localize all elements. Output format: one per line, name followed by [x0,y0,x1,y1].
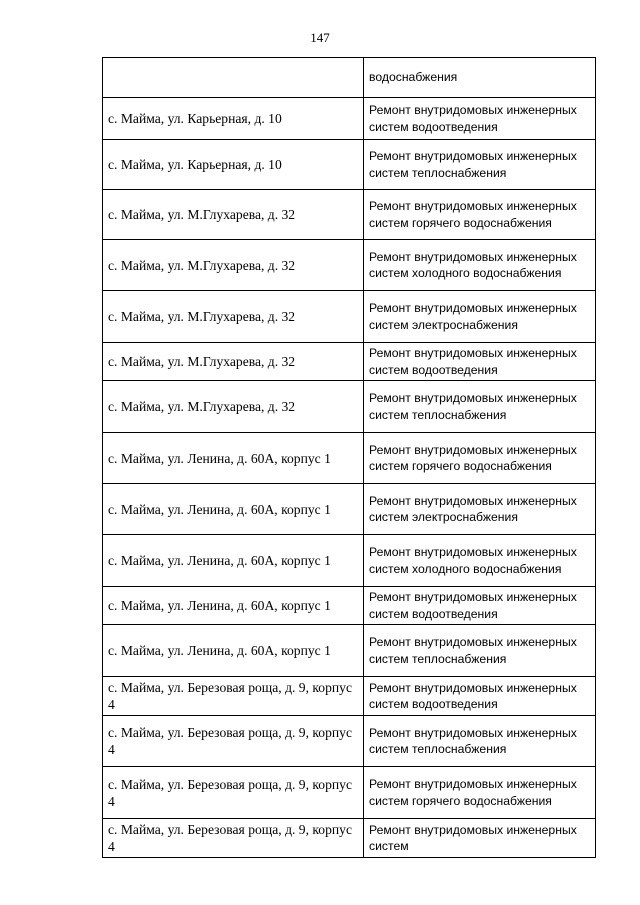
table-row [103,291,596,343]
address-cell: с. Майма, ул. Березовая роща, д. 9, корпус 4 [103,677,364,716]
table-row [103,140,596,190]
work-cell [364,677,596,716]
work-cell [364,819,596,858]
page-number: 147 [310,30,330,45]
table-row [103,819,596,858]
work-text: Ремонт внутридомовых инженерных систем водоотведения [369,680,577,711]
work-cell [364,343,596,381]
address-cell: с. Майма, ул. Ленина, д. 60А, корпус 1 [103,625,364,677]
address-cell: с. Майма, ул. М.Глухарева, д. 32 [103,291,364,343]
work-text: Ремонт внутридомовых инженерных систем водоотведения [369,346,577,377]
work-text: Ремонт внутридомовых инженерных систем теплоснабжения [369,725,577,756]
address-cell: с. Майма, ул. М.Глухарева, д. 32 [103,190,364,240]
work-cell [364,716,596,767]
address-cell: с. Майма, ул. Березовая роща, д. 9, корпус 4 [103,767,364,819]
work-text: Ремонт внутридомовых инженерных систем электроснабжения [369,301,577,332]
work-text: Ремонт внутридомовых инженерных систем водоотведения [369,103,577,134]
table-row [103,535,596,587]
table-row [103,587,596,625]
table-row [103,58,596,98]
table-row [103,433,596,484]
work-text: Ремонт внутридомовых инженерных систем горячего водоснабжения [369,199,577,230]
address-cell: с. Майма, ул. М.Глухарева, д. 32 [103,240,364,291]
table-row [103,343,596,381]
address-cell: с. Майма, ул. Ленина, д. 60А, корпус 1 [103,433,364,484]
table-row [103,484,596,535]
address-cell: с. Майма, ул. Березовая роща, д. 9, корпус 4 [103,819,364,858]
work-text: Ремонт внутридомовых инженерных систем [369,822,577,853]
work-text: Ремонт внутридомовых инженерных систем холодного водоснабжения [369,545,577,576]
address-cell: с. Майма, ул. Березовая роща, д. 9, корпус 4 [103,716,364,767]
work-cell [364,240,596,291]
work-cell [364,767,596,819]
table-row [103,677,596,716]
table-row [103,625,596,677]
work-text: Ремонт внутридомовых инженерных систем теплоснабжения [369,391,577,422]
table-row [103,240,596,291]
work-cell [364,98,596,140]
work-cell [364,625,596,677]
table-row [103,190,596,240]
table-row [103,381,596,433]
work-text: Ремонт внутридомовых инженерных систем горячего водоснабжения [369,442,577,473]
address-cell: с. Майма, ул. М.Глухарева, д. 32 [103,343,364,381]
work-cell [364,58,596,98]
table-row [103,767,596,819]
work-cell [364,433,596,484]
table-row [103,98,596,140]
address-cell [103,58,364,98]
work-cell [364,381,596,433]
address-cell: с. Майма, ул. Карьерная, д. 10 [103,98,364,140]
work-text: Ремонт внутридомовых инженерных систем холодного водоснабжения [369,249,577,280]
work-cell [364,291,596,343]
work-text: Ремонт внутридомовых инженерных систем горячего водоснабжения [369,777,577,808]
address-cell: с. Майма, ул. Карьерная, д. 10 [103,140,364,190]
work-text: Ремонт внутридомовых инженерных систем теплоснабжения [369,149,577,180]
works-table [102,57,596,858]
work-text: Ремонт внутридомовых инженерных систем электроснабжения [369,493,577,524]
address-cell: с. Майма, ул. Ленина, д. 60А, корпус 1 [103,535,364,587]
address-cell: с. Майма, ул. М.Глухарева, д. 32 [103,381,364,433]
work-cell [364,587,596,625]
work-cell [364,140,596,190]
work-cell [364,484,596,535]
address-cell: с. Майма, ул. Ленина, д. 60А, корпус 1 [103,587,364,625]
work-text: водоснабжения [369,70,458,85]
table-row [103,716,596,767]
work-text: Ремонт внутридомовых инженерных систем теплоснабжения [369,635,577,666]
work-cell [364,190,596,240]
address-cell: с. Майма, ул. Ленина, д. 60А, корпус 1 [103,484,364,535]
work-text: Ремонт внутридомовых инженерных систем водоотведения [369,590,577,621]
work-cell [364,535,596,587]
